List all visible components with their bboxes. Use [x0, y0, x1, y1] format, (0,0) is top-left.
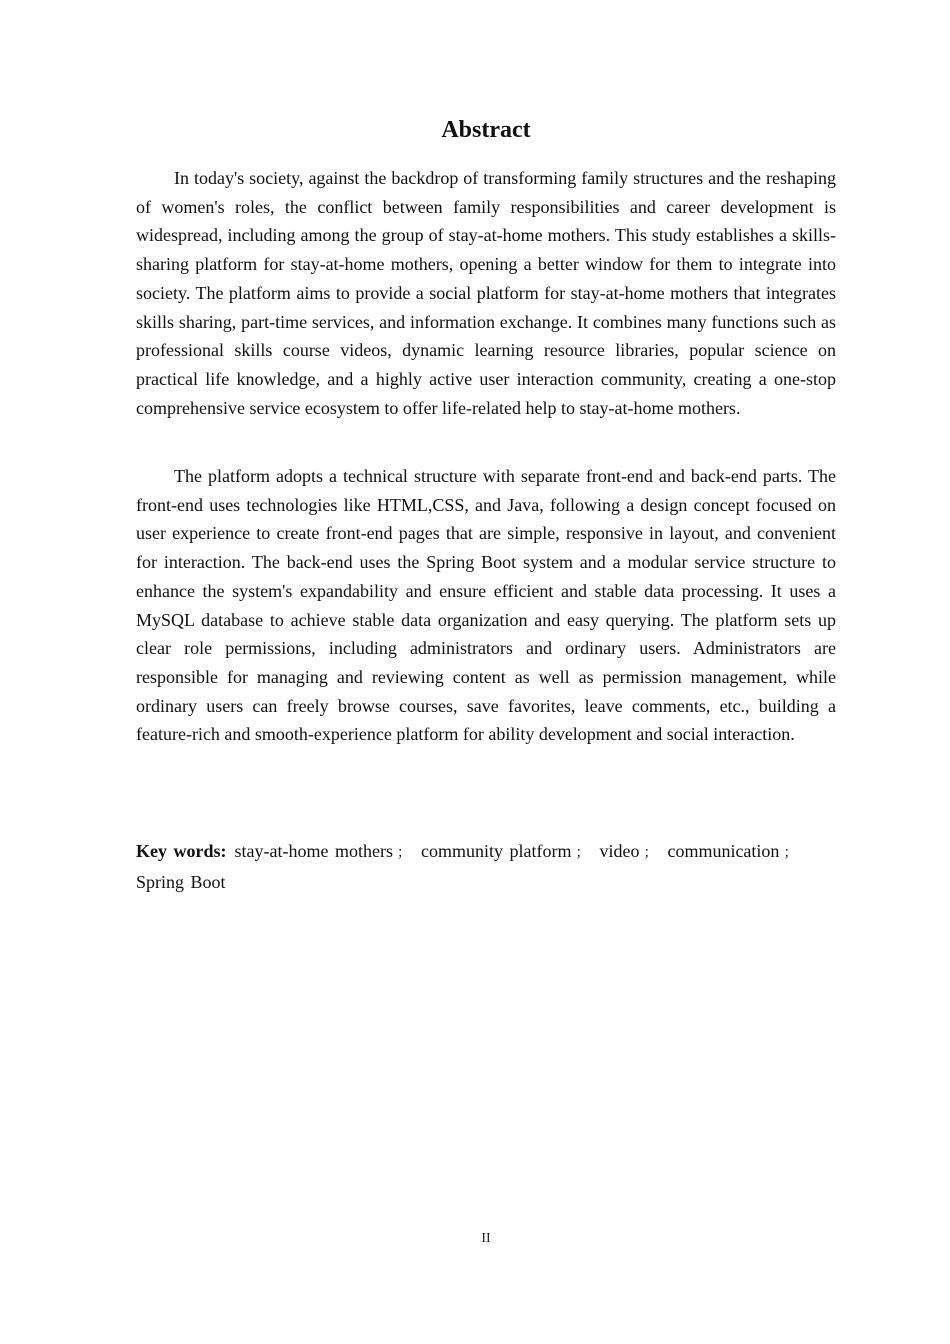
keyword-separator: ；	[783, 846, 798, 861]
keyword-separator: ；	[396, 846, 411, 861]
abstract-paragraph-1: In today's society, against the backdrop of transforming family structures and the reshaping of women's roles, the conflict between family responsibilities and career development is widespread, including among the group of stay-at-home mothers. This study establishes a skills-sharing platform for stay-at-home mothers, opening a better window for them to integrate into society. The platform aims to provide a social platform for stay-at-home mothers that integrates skills sharing, part-time services, and information exchange. It combines many functions such as professional skills course videos, dynamic learning resource libraries, popular science on practical life knowledge, and a highly active user interaction community, creating a one-stop comprehensive service ecosystem to offer life-related help to stay-at-home mothers.	[136, 168, 836, 418]
page-number: II	[481, 1231, 491, 1246]
page-title: Abstract	[441, 117, 531, 143]
keyword-item: Spring Boot	[136, 872, 226, 892]
keyword-item: community platform	[420, 841, 572, 861]
keyword-item: video	[599, 841, 640, 861]
keyword-item: stay-at-home mothers	[234, 841, 393, 861]
keyword-item: communication	[667, 841, 780, 861]
keyword-separator: ；	[643, 846, 658, 861]
abstract-paragraph-2: The platform adopts a technical structure with separate front-end and back-end parts. The front-end uses technologies like HTML,CSS, and Java, following a design concept focused on user experience to create front-end pages that are simple, responsive in layout, and convenient for interaction. The back-end uses the Spring Boot system and a modular service structure to enhance the system's expandability and ensure efficient and stable data processing. It uses a MySQL database to achieve stable data organization and easy querying. The platform sets up clear role permissions, including administrators and ordinary users. Administrators are responsible for managing and reviewing content as well as permission management, while ordinary users can freely browse courses, save favorites, leave comments, etc., building a feature-rich and smooth-experience platform for ability development and social interaction.	[136, 466, 836, 745]
keywords-section	[136, 837, 836, 897]
keywords-label: Key words:	[136, 841, 227, 861]
keyword-separator: ；	[575, 846, 590, 861]
